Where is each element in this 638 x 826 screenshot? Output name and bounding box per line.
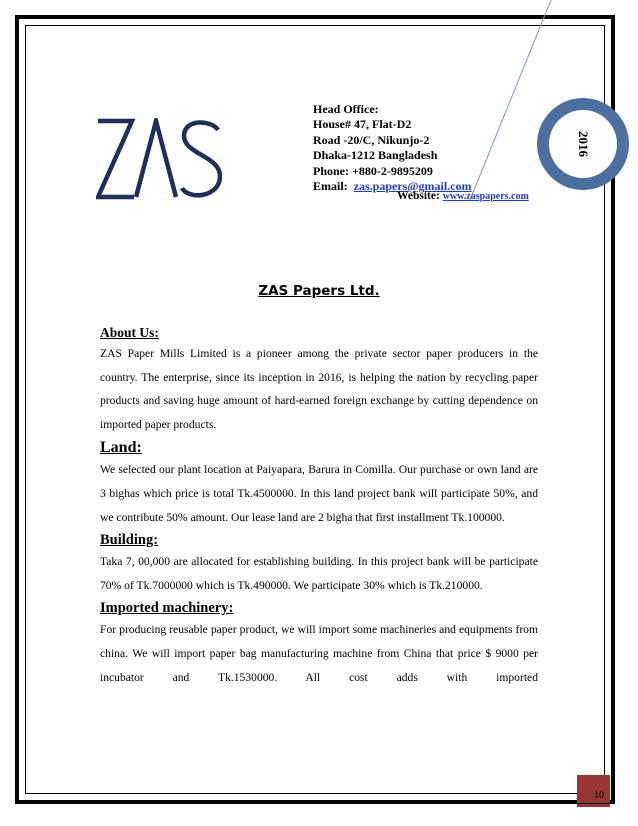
address-road: Road -20/C, Nikunjo-2 <box>313 132 430 147</box>
about-text: ZAS Paper Mills Limited is a pioneer among the private sector paper producers in the country. The enterprise, since its inception in 2016, is helping the nation by recycling paper products and saving huge amount of hard-earned foreign exchange by cutting dependence on imported paper products. <box>100 347 538 431</box>
about-heading: About Us: <box>100 325 159 340</box>
company-title: ZAS Papers Ltd. <box>258 283 380 299</box>
zas-logo <box>96 118 222 200</box>
year-badge <box>537 98 629 190</box>
page-number: 10 <box>594 790 604 801</box>
head-office-block <box>313 102 472 194</box>
website-link[interactable]: www.zaspapers.com <box>442 191 529 202</box>
email-label: Email: <box>313 179 348 194</box>
building-text: Taka 7, 00,000 are allocated for establishing building. In this project bank will be participate 70% of Tk.7000000 which is Tk.490000. We participate 30% which is Tk.210000. <box>100 555 538 592</box>
address-house: House# 47, Flat-D2 <box>313 117 412 132</box>
machinery-heading: Imported machinery: <box>100 600 234 617</box>
land-heading: Land: <box>100 439 142 457</box>
building-heading: Building: <box>100 532 159 549</box>
address-city: Dhaka-1212 Bangladesh <box>313 148 438 163</box>
phone-number: Phone: +880-2-9895209 <box>313 163 433 178</box>
website-label: Website: <box>397 190 440 202</box>
document-body <box>100 325 538 692</box>
website-line <box>397 190 529 202</box>
head-office-label: Head Office: <box>313 102 379 116</box>
machinery-text: For producing reusable paper product, we will import some machineries and equipments from china. We will import paper bag manufacturing machine from China that price $ 9000 per incubator and Tk.1530000. All cost adds with imported <box>100 623 538 684</box>
email-link[interactable]: zas.papers@gmail.com <box>353 179 472 194</box>
page-number-underline <box>577 803 610 804</box>
land-text: We selected our plant location at Paiyapara, Barura in Comilla. Our purchase or own land are 3 bighas which price is total Tk.4500000. In this land project bank will participate 50%, and we contribute 50% amount. Our lease land are 2 bigha that first installment Tk.100000. <box>100 463 538 524</box>
year-badge-text: 2016 <box>576 131 591 157</box>
year-badge-inner <box>549 110 617 178</box>
